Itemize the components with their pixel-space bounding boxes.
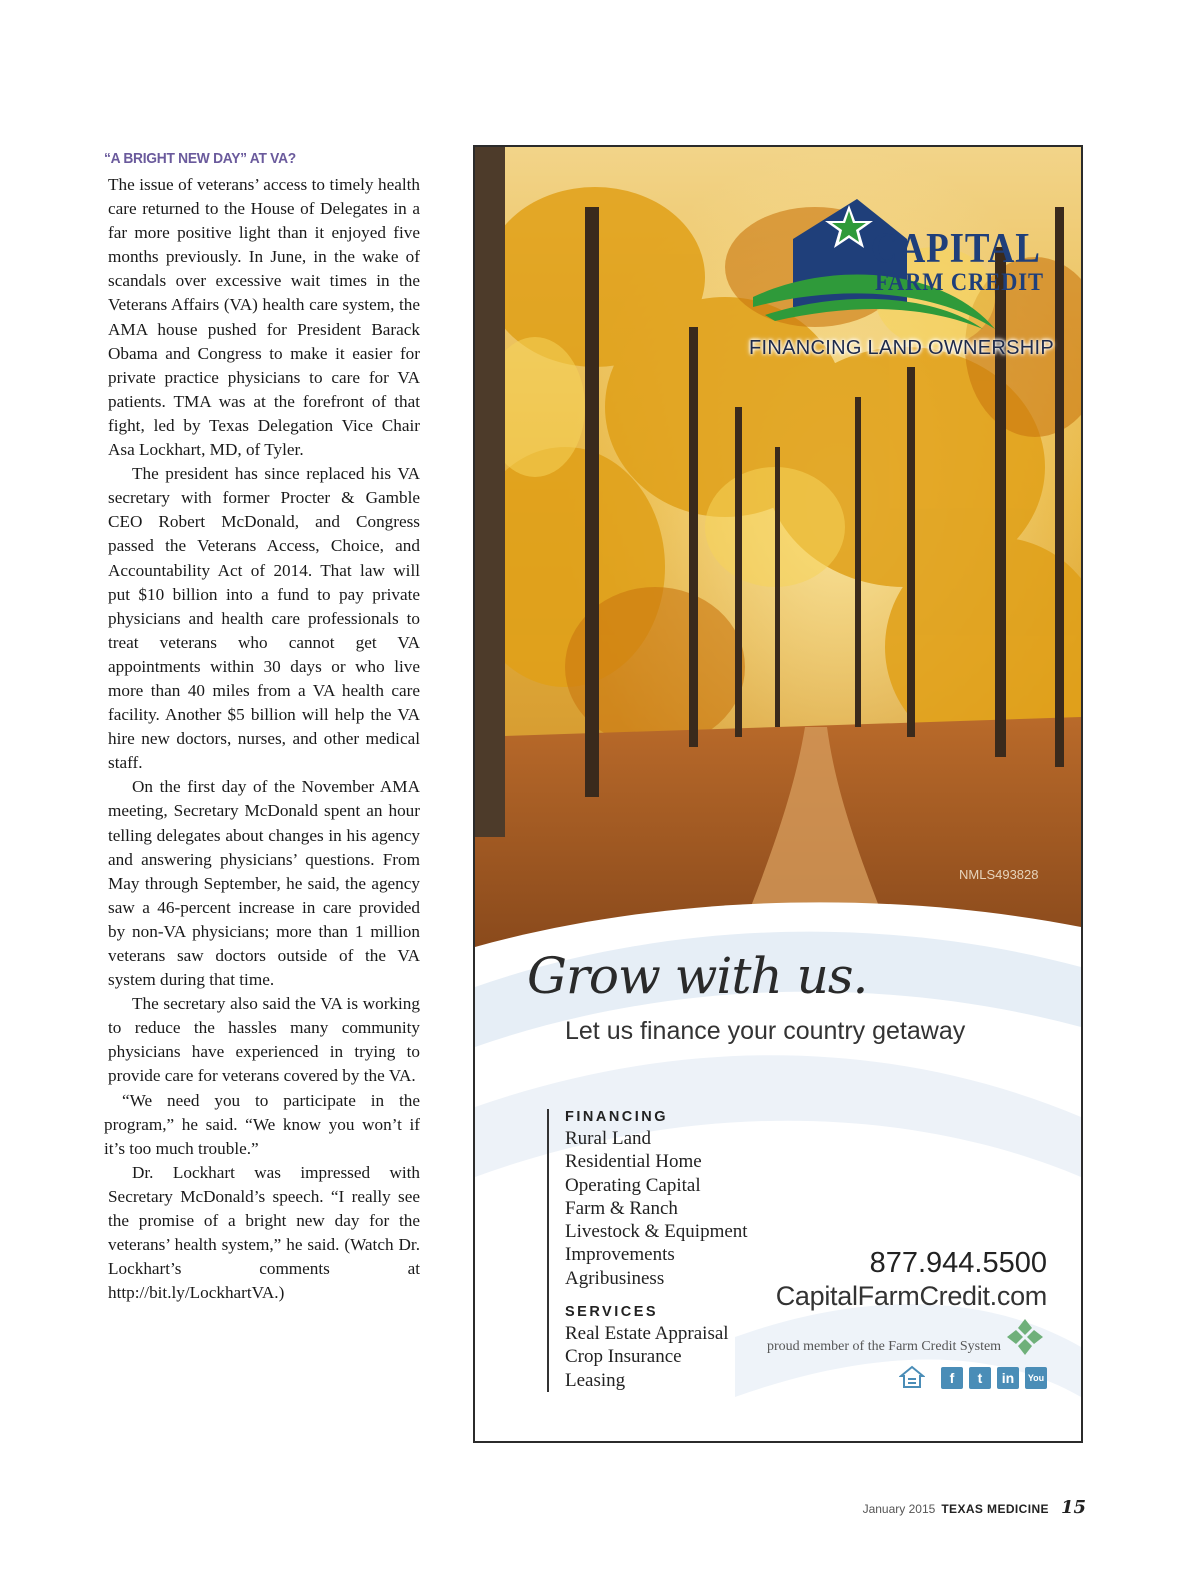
page-number: 15 (1060, 1497, 1086, 1518)
phone-number[interactable]: 877.944.5500 (869, 1247, 1047, 1279)
list-item: Improvements (565, 1244, 675, 1266)
list-item: Residential Home (565, 1151, 702, 1173)
website-link[interactable]: CapitalFarmCredit.com (775, 1281, 1047, 1311)
nmls-number: NMLS493828 (959, 867, 1039, 882)
article-paragraph-4: The secretary also said the VA is working to reduce the hassles many community physicians have experienced in trying to provide care for veterans covered by the VA. (108, 994, 420, 1086)
list-item: Leasing (565, 1369, 626, 1391)
farm-credit-member-text: proud member of the Farm Credit System (767, 1339, 1002, 1354)
ad-subline: Let us finance your country getaway (565, 1017, 966, 1045)
list-item: Agribusiness (565, 1267, 665, 1289)
linkedin-icon[interactable]: in (997, 1367, 1019, 1389)
list-item: Real Estate Appraisal (565, 1323, 729, 1345)
article-paragraph-2: The president has since replaced his VA secretary with former Procter & Gamble CEO Robert McDonald, and Congress passed the Veterans Access, Choice, and Accountability Act of 2014. That law will put $10 billion into a fund to pay private physicians and health care professionals to treat veterans who cannot get VA appointments within 30 days or who live more than 40 miles from a VA health care facility. Another $5 billion will help the VA hire new doctors, nurses, and other medical staff. (108, 464, 420, 773)
ad-tagline: FINANCING LAND OWNERSHIP (749, 337, 1055, 359)
article-paragraph-3: On the first day of the November AMA meeting, Secretary McDonald spent an hour telling delegates about changes in his agency and answering physicians’ questions. From May through September, he said, the agency saw a 46-percent increase in care provided by non-VA physicians; more than 1 million veterans saw doctors outside of the VA system during that time. (108, 777, 420, 990)
youtube-icon[interactable]: You (1025, 1367, 1047, 1389)
equal-housing-lender-icon (899, 1365, 925, 1391)
financing-heading: FINANCING (565, 1109, 669, 1125)
article-paragraph-5: “We need you to participate in the program,” he said. “We know you won’t if it’s too much trouble.” (104, 1090, 420, 1158)
article-paragraph-6: Dr. Lockhart was impressed with Secretary McDonald’s speech. “I really see the promise of a bright new day for the veterans’ health system,” he said. (Watch Dr. Lockhart’s comments at http://bit.ly/LockhartVA.) (108, 1162, 420, 1303)
list-item: Livestock & Equipment (565, 1221, 748, 1243)
page-footer (863, 1497, 1086, 1518)
farm-credit-system-icon (1005, 1317, 1045, 1357)
magazine-name: TEXAS MEDICINE (941, 1502, 1049, 1516)
logo-capital-text: CAPITAL (871, 226, 1041, 272)
twitter-icon[interactable]: t (969, 1367, 991, 1389)
article-column (104, 150, 420, 1305)
social-icons-row (899, 1365, 1047, 1391)
ad-headline: Grow with us. (527, 947, 868, 1005)
capital-farm-credit-ad[interactable] (473, 145, 1083, 1443)
article-paragraph-1: The issue of veterans’ access to timely health care returned to the House of Delegates in a far more positive light than it enjoyed five months previously. In June, in the wake of scandals over excessive wait times in the Veterans Affairs (VA) health care system, the AMA house pushed for President Barack Obama and Congress to make it easier for private practice physicians to care for VA patients. TMA was at the forefront of that fight, led by Texas Delegation Vice Chair Asa Lockhart, MD, of Tyler. (108, 175, 420, 460)
list-item: Farm & Ranch (565, 1197, 678, 1219)
issue-date: January 2015 (862, 1502, 936, 1516)
services-heading: SERVICES (565, 1304, 659, 1321)
list-item: Operating Capital (565, 1174, 701, 1196)
facebook-icon[interactable]: f (941, 1367, 963, 1389)
logo-farm-credit-text: FARM CREDIT (875, 269, 1044, 296)
article-headline: “A BRIGHT NEW DAY” AT VA? (104, 150, 296, 167)
list-item: Crop Insurance (565, 1346, 682, 1368)
list-item: Rural Land (565, 1128, 652, 1149)
